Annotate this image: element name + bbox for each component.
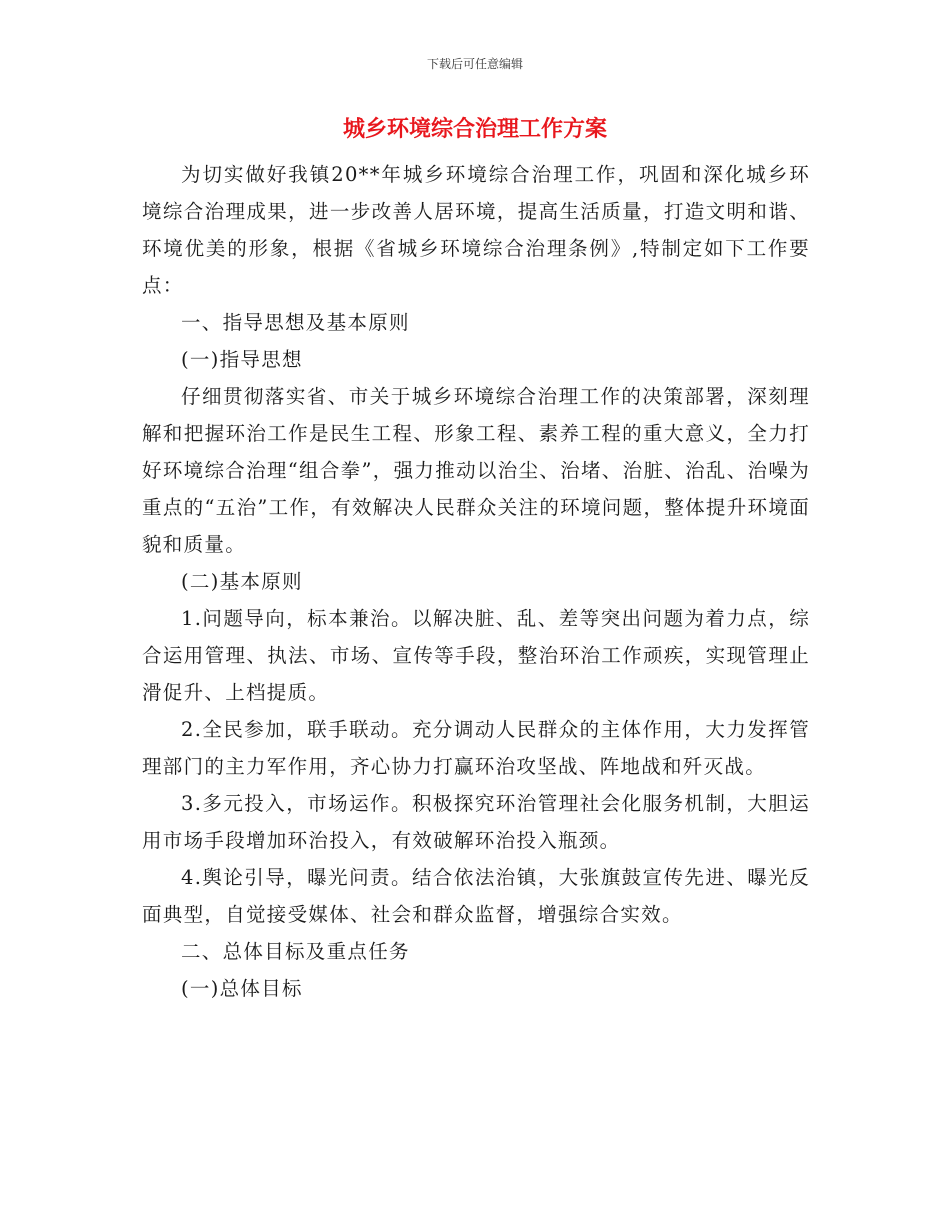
document-title: 城乡环境综合治理工作方案 — [342, 116, 607, 142]
guiding-ideology-paragraph: 仔细贯彻落实省、市关于城乡环境综合治理工作的决策部署，深刻理解和把握环治工作是民生工程、形象工程、素养工程的重大意义，全力打好环境综合治理“组合拳”，强力推动以治尘、治堵、治脏、治乱、治噪为重点的“五治”工作，有效解决人民群众关注的环境问题，整体提升环境面貌和质量。 — [142, 385, 810, 556]
principle-item-3: 3.多元投入，市场运作。积极探究环治管理社会化服务机制，大胆运用市场手段增加环治投入，有效破解环治投入瓶颈。 — [142, 792, 810, 852]
principle-item-2: 2.全民参加，联手联动。充分调动人民群众的主体作用，大力发挥管理部门的主力军作用，齐心协力打赢环治攻坚战、阵地战和歼灭战。 — [142, 718, 810, 778]
subsection-heading-guiding-ideology: (一)指导思想 — [181, 348, 303, 371]
principle-item-4: 4.舆论引导，曝光问责。结合依法治镇，大张旗鼓宣传先进、曝光反面典型，自觉接受媒体、社会和群众监督，增强综合实效。 — [142, 866, 810, 926]
subsection-heading-basic-principles: (二)基本原则 — [181, 570, 303, 593]
header-note: 下载后可任意编辑 — [426, 57, 523, 71]
section-heading-1: 一、指导思想及基本原则 — [181, 311, 410, 334]
subsection-heading-overall-goal: (一)总体目标 — [181, 977, 303, 1000]
principle-item-1: 1.问题导向，标本兼治。以解决脏、乱、差等突出问题为着力点，综合运用管理、执法、市场、宣传等手段，整治环治工作顽疾，实现管理止滑促升、上档提质。 — [142, 607, 810, 704]
section-heading-2: 二、总体目标及重点任务 — [181, 940, 410, 963]
document-body — [142, 156, 810, 1007]
intro-paragraph: 为切实做好我镇20**年城乡环境综合治理工作，巩固和深化城乡环境综合治理成果，进一步改善人居环境，提高生活质量，打造文明和谐、环境优美的形象，根据《省城乡环境综合治理条例》,特制定如下工作要点： — [142, 163, 810, 297]
